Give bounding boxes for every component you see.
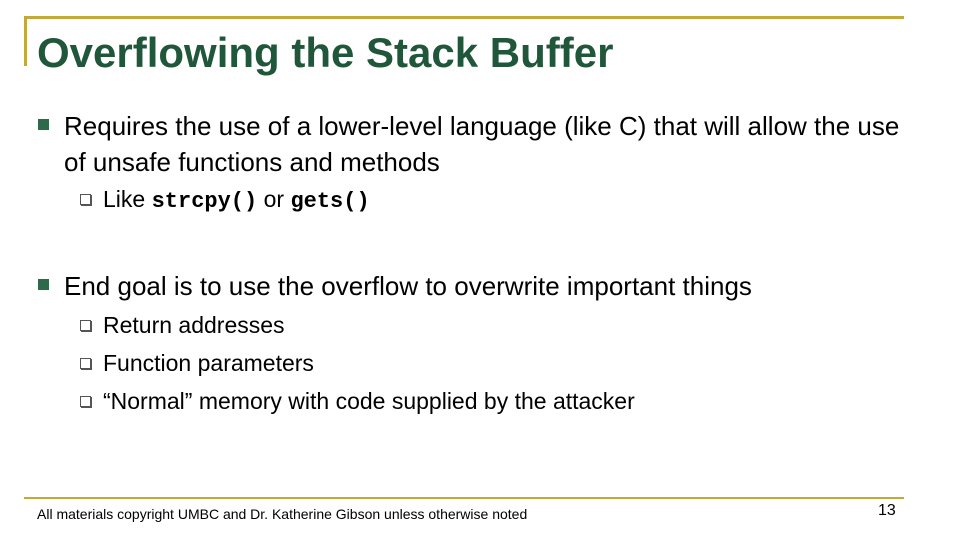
sub-bullet-text: Function parameters (103, 350, 314, 376)
sub-bullet-item (80, 184, 370, 217)
sub-bullet-item (80, 310, 285, 340)
hollow-square-bullet-icon (80, 194, 91, 205)
slide-title: Overflowing the Stack Buffer (37, 29, 614, 76)
bullet-text: Requires the use of a lower-level language (like C) that will allow the use of unsafe functions and methods (64, 111, 900, 177)
bullet-item (38, 108, 908, 180)
hollow-square-bullet-icon (80, 396, 91, 407)
sub-bullet-text: Return addresses (103, 312, 285, 338)
hollow-square-bullet-icon (80, 320, 91, 331)
square-bullet-icon (38, 279, 49, 290)
sub-bullet-middle: or (263, 186, 285, 212)
sub-bullet-item (80, 348, 314, 378)
title-frame-top-line (24, 16, 904, 19)
bullet-item (38, 268, 908, 304)
title-frame-left-line (24, 16, 27, 66)
code-strcpy: strcpy() (151, 189, 258, 214)
sub-bullet-prefix: Like (103, 186, 146, 212)
sub-bullet-text: “Normal” memory with code supplied by the attacker (103, 388, 635, 414)
footer-copyright: All materials copyright UMBC and Dr. Katherine Gibson unless otherwise noted (37, 506, 528, 522)
bullet-text: End goal is to use the overflow to overwrite important things (64, 271, 752, 301)
square-bullet-icon (38, 119, 49, 130)
sub-bullet-item (80, 386, 635, 416)
page-number: 13 (878, 502, 896, 519)
footer-divider (24, 497, 904, 499)
hollow-square-bullet-icon (80, 358, 91, 369)
sub-bullet-text (103, 184, 370, 217)
code-gets: gets() (290, 189, 370, 214)
